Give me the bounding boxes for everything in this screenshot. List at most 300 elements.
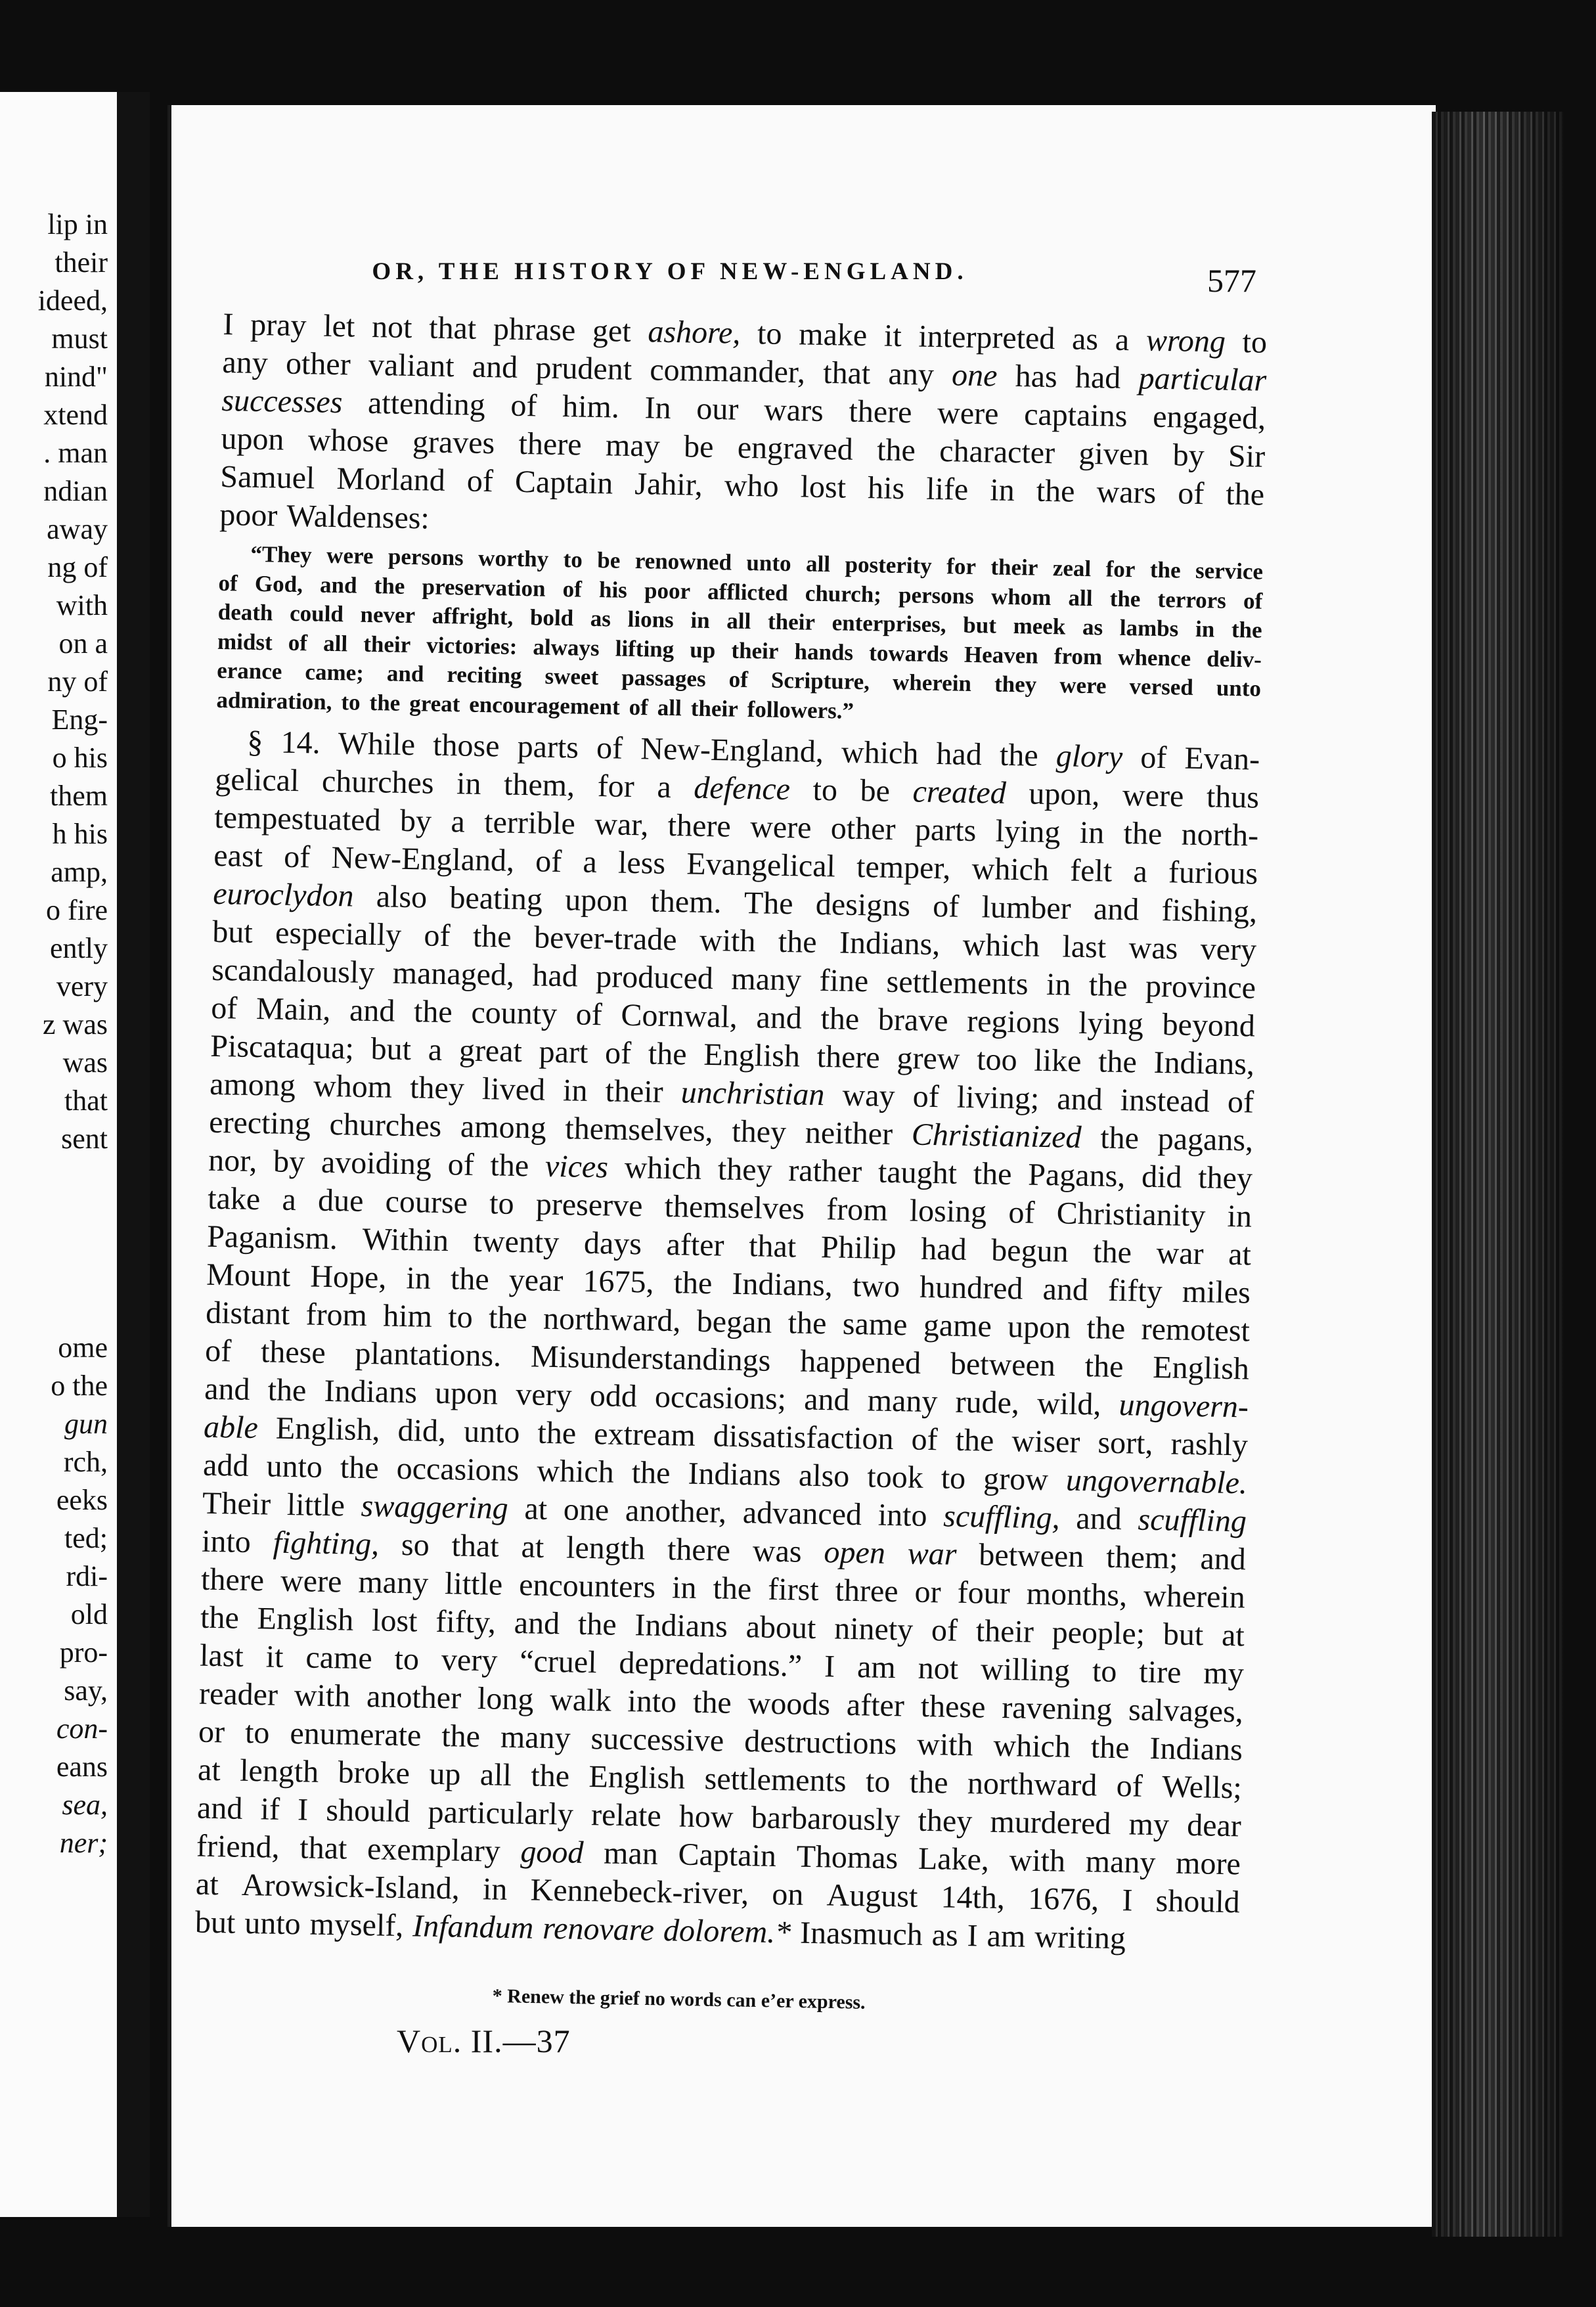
left-page-line: ome [58, 1332, 108, 1364]
word: last [199, 1638, 244, 1674]
word: the [413, 994, 453, 1030]
word: 14. [280, 725, 321, 761]
word: and [514, 1605, 560, 1642]
word: to [865, 1764, 891, 1800]
word: into [201, 1523, 252, 1560]
word: churches [329, 1107, 442, 1144]
word: not [371, 309, 412, 346]
word: the [488, 1300, 528, 1336]
word: defence [693, 770, 791, 807]
word: which [962, 927, 1040, 964]
word: of [629, 694, 649, 720]
word: zeal [1052, 555, 1092, 582]
word: Evangelical [686, 846, 836, 884]
word: east [213, 838, 263, 874]
word: ungovernable. [1065, 1462, 1248, 1501]
word: war [1156, 1236, 1205, 1272]
word: never [360, 601, 416, 629]
word: fishing, [1161, 893, 1258, 930]
word: taught [877, 1154, 958, 1191]
word: barbarously [751, 1800, 900, 1838]
word: these [920, 1688, 986, 1725]
word: as [590, 605, 611, 632]
word: it [883, 318, 902, 354]
book-gutter [118, 92, 150, 2217]
word: unto [1216, 675, 1262, 702]
word: course [385, 1184, 468, 1221]
word: upon, [1028, 776, 1100, 813]
word: him [382, 1298, 433, 1334]
word: our [696, 391, 739, 427]
word: in [562, 1073, 588, 1108]
word: their [975, 1613, 1034, 1649]
word: dolorem.* [663, 1913, 791, 1950]
word: for [597, 769, 635, 805]
word: New-England, [331, 840, 515, 878]
word: as [1082, 614, 1103, 640]
word: whom [313, 1068, 393, 1105]
word: 1676, [1027, 1881, 1099, 1917]
word: settlements [704, 1761, 847, 1799]
word: broke [338, 1755, 410, 1791]
word: a [282, 1182, 297, 1218]
word: , [370, 1527, 380, 1562]
word: should [1155, 1883, 1241, 1920]
word: wrong [1145, 323, 1226, 359]
word: into [627, 1684, 677, 1720]
word: wherein [892, 669, 972, 696]
word: unto [244, 1905, 301, 1942]
word: Thomas [796, 1839, 898, 1876]
word: successive [590, 1721, 724, 1758]
word: Main, [255, 991, 331, 1028]
word: parts [914, 812, 977, 849]
word: I [297, 1792, 309, 1827]
word: affright, [432, 602, 514, 630]
word: August [826, 1877, 918, 1914]
word: all [479, 1757, 512, 1793]
word: lost [371, 1603, 418, 1639]
word: terrible [483, 805, 576, 841]
word: in [1079, 815, 1105, 851]
word: were [326, 542, 374, 570]
word: another, [625, 1492, 727, 1530]
word: let [322, 308, 355, 344]
word: poor [644, 577, 691, 604]
word: too [976, 1042, 1018, 1078]
word: the [1092, 1234, 1132, 1270]
word: admiration, [216, 686, 332, 715]
word: so [401, 1527, 430, 1563]
word: other [285, 346, 351, 382]
word: as [1071, 321, 1099, 357]
word: euroclydon [212, 876, 354, 914]
word: how [678, 1799, 734, 1835]
word: any [222, 344, 269, 381]
word: murdered [990, 1804, 1111, 1841]
word: Christianized [911, 1117, 1082, 1155]
word: * [774, 1915, 791, 1950]
word: bold [529, 604, 574, 631]
word: were [280, 1563, 342, 1600]
word: by [273, 1144, 305, 1180]
word: in [482, 1871, 508, 1907]
word: thus [1206, 779, 1260, 815]
word: hands [794, 638, 854, 665]
word: walk [549, 1682, 612, 1718]
word: two [852, 1268, 900, 1305]
word: the [648, 1036, 688, 1072]
word: their [731, 637, 779, 664]
left-page-line: ideed, [37, 284, 108, 317]
word: and [803, 1381, 850, 1418]
word: renovare [542, 1910, 655, 1948]
word: it [265, 1639, 284, 1674]
word: same [842, 1306, 908, 1343]
word: but [194, 1904, 236, 1940]
word: of [510, 388, 537, 424]
word: up [428, 1756, 461, 1792]
word: the [631, 1455, 671, 1491]
word: the [1084, 1349, 1124, 1385]
word: the [1090, 1730, 1130, 1766]
word: to [244, 1714, 270, 1751]
word: all [726, 608, 751, 635]
word: pagans, [1157, 1121, 1254, 1158]
word: any [888, 356, 935, 392]
word: of [424, 918, 451, 954]
word: in [989, 472, 1015, 508]
word: towards [868, 639, 949, 667]
running-head: OR, THE HISTORY OF NEW-ENGLAND. [372, 258, 968, 285]
word: upon [1007, 1309, 1071, 1345]
word: which [971, 851, 1050, 888]
word: game [923, 1307, 992, 1344]
word: by [1172, 437, 1205, 474]
word: begun [990, 1232, 1069, 1269]
word: which [993, 1728, 1071, 1764]
word: temper, [856, 849, 951, 886]
word: happened [799, 1343, 921, 1381]
word: should [325, 1793, 410, 1829]
word: the [1123, 816, 1163, 852]
word: the [692, 1684, 732, 1720]
word: Piscataqua; [210, 1028, 355, 1066]
word: the [1109, 585, 1141, 612]
word: Indians, [732, 1266, 833, 1303]
word: tire [1138, 1654, 1182, 1690]
word: great [409, 690, 460, 717]
word: to [394, 1641, 420, 1677]
word: and [1056, 1081, 1103, 1117]
word: terrors [1157, 586, 1227, 614]
word: Inasmuch [799, 1915, 923, 1952]
word: for [1105, 556, 1136, 583]
word: add [202, 1447, 249, 1483]
word: did, [397, 1412, 447, 1449]
left-page-line: o fire [45, 894, 108, 926]
word: furious [1168, 855, 1258, 891]
word: northward [967, 1766, 1097, 1803]
word: English [257, 1601, 354, 1638]
word: many [358, 1564, 429, 1601]
word: in [406, 1261, 432, 1296]
word: , [1052, 1500, 1061, 1536]
word: from [826, 1192, 889, 1228]
word: those [432, 727, 500, 764]
word: upon [564, 882, 629, 918]
word: exemplary [366, 1831, 501, 1869]
word: the [1149, 556, 1181, 583]
word: the [876, 432, 916, 468]
word: encouragement [469, 691, 621, 720]
block-quote [216, 539, 1263, 733]
word: were [1059, 672, 1107, 699]
word: came; [305, 659, 365, 686]
word: managed, [392, 955, 515, 993]
word: the [778, 924, 817, 960]
word: instead [1120, 1083, 1210, 1119]
word: preservation [422, 573, 546, 602]
word: extream [593, 1416, 696, 1453]
word: willing [980, 1651, 1071, 1688]
word: all [805, 550, 831, 577]
word: very [441, 1642, 498, 1678]
left-page-line: eeks [56, 1484, 108, 1516]
word: from [305, 1297, 368, 1333]
word: among [209, 1066, 296, 1104]
word: meek [1013, 613, 1066, 640]
word: but [211, 914, 254, 950]
word: also [798, 1458, 850, 1494]
word: to [1092, 1653, 1117, 1690]
word: was [1128, 930, 1178, 966]
word: in [1046, 967, 1071, 1002]
word: a [656, 769, 672, 805]
word: churches [321, 763, 434, 801]
word: months, [1026, 1576, 1128, 1613]
previous-page-fragment [0, 92, 119, 2217]
word: that [822, 355, 871, 392]
word: Mount [206, 1257, 291, 1294]
word: many [867, 1383, 938, 1420]
word: unto [746, 549, 791, 577]
word: wherein [1143, 1578, 1246, 1615]
word: all [1068, 585, 1093, 611]
word: war, [594, 806, 649, 843]
word: ashore, [648, 314, 741, 351]
word: themselves, [564, 1111, 714, 1149]
word: these [260, 1334, 326, 1370]
word: English [588, 1759, 686, 1796]
word: but [1163, 1617, 1204, 1653]
word: or [198, 1714, 225, 1750]
word: erance [216, 657, 282, 684]
word: wiser [1011, 1423, 1080, 1460]
word: I [1122, 1883, 1133, 1918]
word: scuffling, [942, 1498, 1061, 1536]
word: living; [956, 1079, 1040, 1116]
word: attending [367, 385, 486, 422]
word: was [752, 1533, 803, 1569]
word: of [604, 1035, 632, 1071]
signature-mark: Vol. II.—37 [397, 2023, 571, 2059]
word: persons [388, 543, 464, 571]
word: wars [1096, 474, 1157, 510]
word: Wells; [1161, 1769, 1243, 1806]
word: dear [1186, 1807, 1242, 1844]
word: Christianity [1056, 1196, 1206, 1234]
word: the [1097, 1044, 1138, 1080]
word: given [1078, 436, 1149, 472]
word: nor, [208, 1142, 257, 1179]
word: and [756, 1000, 803, 1036]
word: more [1175, 1845, 1241, 1882]
word: preserve [535, 1186, 643, 1224]
word: avoiding [321, 1144, 432, 1182]
word: Lake, [918, 1841, 990, 1877]
word: after [846, 1687, 905, 1724]
word: lifting [615, 635, 675, 662]
word: to [941, 1460, 966, 1496]
word: lying [995, 813, 1061, 850]
word: Scripture, [770, 667, 870, 695]
word: Jahir, [634, 466, 703, 503]
word: victories: [426, 631, 518, 660]
word: salvages, [1128, 1692, 1244, 1730]
word: fifty [1107, 1272, 1163, 1309]
word: province [1145, 968, 1256, 1006]
left-page-line: their [55, 246, 108, 279]
word: his [867, 470, 905, 506]
word: lost [800, 469, 847, 505]
word: felt [1069, 853, 1113, 889]
word: in [1227, 1198, 1252, 1234]
word: worthy [477, 545, 549, 572]
left-page-line: amp, [51, 856, 108, 888]
word: themselves [664, 1188, 805, 1226]
word: Paganism. [206, 1219, 338, 1257]
word: of [931, 1613, 958, 1648]
word: in [690, 607, 711, 633]
word: days [583, 1225, 642, 1262]
word: their [990, 554, 1038, 581]
word: afflicted [707, 578, 789, 606]
word: lived [481, 1071, 546, 1108]
word: be [683, 429, 714, 465]
word: had [1075, 359, 1121, 395]
word: unto [463, 1414, 520, 1450]
word: the [369, 689, 401, 716]
word: began [696, 1303, 772, 1340]
book-page-edges [1432, 112, 1563, 2237]
word: of [1227, 1084, 1254, 1120]
left-page-line: ndian [43, 475, 108, 507]
word: God, [254, 570, 303, 597]
word: were [937, 395, 999, 432]
word: they [994, 671, 1037, 698]
word: Cornwal, [621, 997, 738, 1035]
word: of [447, 1147, 475, 1182]
word: length [239, 1753, 319, 1789]
word: last [1062, 929, 1107, 965]
word: a [1115, 322, 1130, 358]
footnote: * Renew the grief no words can e’er express. [492, 1985, 866, 2013]
word: the [1036, 473, 1075, 509]
word: one [951, 357, 998, 393]
left-page-line: that [64, 1085, 108, 1117]
word: , [732, 315, 741, 351]
word: Captain [514, 464, 613, 501]
word: am [856, 1649, 897, 1686]
word: of [596, 730, 623, 766]
word: for [946, 553, 977, 580]
word: the [537, 1415, 577, 1451]
word: north- [1181, 817, 1259, 853]
word: depredations.” [619, 1645, 803, 1684]
word: of [218, 570, 238, 596]
word: that [748, 1228, 797, 1265]
word: English [1152, 1349, 1250, 1387]
word: sort, [1097, 1425, 1153, 1461]
word: whose [307, 422, 389, 459]
word: one [563, 1492, 610, 1528]
word: particular [1138, 361, 1267, 398]
left-page-line: h his [52, 818, 108, 850]
word: engaged, [1152, 399, 1266, 436]
word: after [666, 1226, 725, 1263]
word: and [472, 349, 518, 385]
word: unto [266, 1448, 323, 1485]
word: their [605, 1073, 664, 1109]
word: length [565, 1530, 646, 1567]
word: my [1128, 1806, 1170, 1843]
word: many [500, 1719, 571, 1756]
word: another [366, 1679, 462, 1716]
word: produced [595, 959, 714, 997]
word: Captain [678, 1837, 777, 1874]
word: settlements [886, 964, 1029, 1002]
word: The [743, 885, 794, 922]
word: lying [1078, 1005, 1144, 1042]
word: pray [250, 307, 307, 344]
word: that [451, 1528, 500, 1564]
word: had [936, 736, 983, 773]
word: there [667, 1532, 731, 1568]
left-page-line: very [56, 970, 108, 1002]
word: were [1122, 778, 1184, 814]
left-page-line: them [50, 780, 108, 812]
word: midst [217, 628, 273, 655]
word: of [466, 463, 494, 499]
word: at [1228, 1236, 1252, 1272]
word: there [667, 807, 732, 844]
word: plantations. [355, 1335, 502, 1374]
word: and [1042, 1272, 1089, 1308]
word: I [967, 1918, 979, 1954]
word: hundred [919, 1269, 1023, 1307]
word: § [246, 724, 263, 760]
word: the [1225, 476, 1265, 512]
word: Morland [336, 461, 446, 498]
word: a [583, 844, 598, 880]
word: followers.” [747, 696, 854, 724]
word: in [1195, 616, 1215, 642]
word: successes [221, 382, 343, 420]
word: and [1200, 1541, 1247, 1577]
word: part [539, 1034, 588, 1070]
word: and [204, 1371, 250, 1407]
